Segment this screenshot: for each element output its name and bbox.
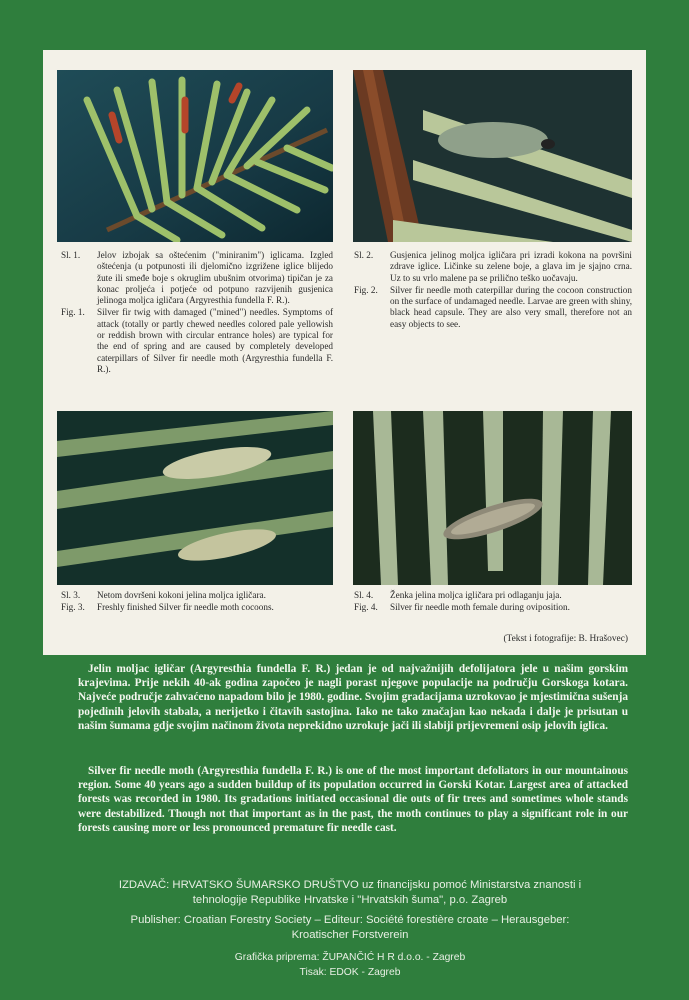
caption-3-en-label: Fig. 3.	[61, 602, 85, 613]
caption-4-en-text: Silver fir needle moth female during oviposition.	[390, 602, 570, 613]
caption-2	[354, 250, 632, 330]
caption-1-en-label: Fig. 1.	[61, 307, 85, 318]
caption-1-hr-text: Jelov izbojak sa oštećenim ("miniranim") iglicama. Izgled oštećenja (u potpunosti ili djelomično izgrižene iglice blijedo žute ili smeđe boje s okruglim ubušnim otvorima) tipičan je za konac proljeća i potjeće od potpuno razvijenih gusjenica jelinoga moljca igličara (Argyresthia fundella F. R.).	[97, 250, 333, 306]
caption-3-hr-label: Sl. 3.	[61, 590, 81, 600]
photo-panel	[43, 50, 646, 655]
caption-2-en-label: Fig. 2.	[354, 284, 378, 295]
caption-2-hr-label: Sl. 2.	[354, 250, 374, 260]
photo-cocoons	[57, 411, 333, 585]
caption-1-hr-label: Sl. 1.	[61, 250, 81, 260]
caption-3-en-text: Freshly finished Silver fir needle moth cocoons.	[97, 602, 274, 613]
caption-1	[61, 250, 333, 375]
photo-fir-twig	[57, 70, 333, 242]
photo-caterpillar	[353, 70, 632, 242]
photo-moth	[353, 411, 632, 585]
publisher-multilingual: Publisher: Croatian Forestry Society – Editeur: Société forestière croate – Herausgeber: Kroatischer Forstverein	[130, 914, 570, 941]
graphic-preparation: Grafička priprema: ŽUPANČIĆ H R d.o.o. - Zagreb	[234, 952, 466, 963]
publisher-croatian: IZDAVAČ: HRVATSKO ŠUMARSKO DRUŠTVO uz financijsku pomoć Ministarstva znanosti i tehnologije Republike Hrvatske i "Hrvatskih šuma", p.o. Zagreb	[118, 879, 582, 906]
caption-4-hr-label: Sl. 4.	[354, 590, 374, 600]
printer: Tisak: EDOK - Zagreb	[299, 967, 401, 978]
caption-3	[61, 590, 333, 614]
caption-3-hr-text: Netom dovršeni kokoni jelina moljca igličara.	[97, 590, 266, 600]
body-text-english: Silver fir needle moth (Argyresthia fundella F. R.) is one of the most important defoliators in our mountainous region. Some 40 years ago a sudden buildup of its population occurred in Gorski Kotar. Largest area of attacked forests was recorded in 1980. Its gradations initiated occasional die outs of fir trees and sometimes whole stands were destabilized. Though not that important as in the past, the moth continues to play a significant role in our forests causing more or less pronounced premature fir needle cast.	[78, 765, 628, 834]
caption-4-en-label: Fig. 4.	[354, 602, 378, 613]
caption-4-hr-text: Ženka jelina moljca igličara pri odlaganju jaja.	[390, 590, 562, 600]
caption-2-en-text: Silver fir needle moth caterpillar during the cocoon construction on the surface of undamaged needle. Larvae are green with shiny, black head capsule. They are also very small, therefore not an easy objects to see.	[390, 284, 632, 329]
caption-2-hr-text: Gusjenica jelinog moljca igličara pri izradi kokona na površini zdrave iglice. Ličinke su zelene boje, a glava im je sjajno crna. Uz to su vrlo malene pa se prilično teško uočavaju.	[390, 250, 632, 283]
body-text-croatian: Jelin moljac igličar (Argyresthia fundella F. R.) jedan je od najvažnijih defolijatora jele u našim gorskim krajevima. Prije nekih 40-ak godina započeo je nagli porast njegove populacije na području Gorskoga kotara. Najveće područje zahvaćeno napadom bilo je 1980. godine. Svojim gradacijama uzrokovao je mjestimična sušenja pojedinih jelovih stabala, a nerijetko i čitavih sastojina. Iako ne tako značajan kao nekada i dalje je prisutan u našim šumama gdje svojim načinom života neprekidno uzrokuje jači ili slabiji prijevremeni osip jelovih iglica.	[78, 663, 628, 732]
photo-credit: (Tekst i fotografije: B. Hrašovec)	[503, 634, 628, 644]
caption-1-en-text: Silver fir twig with damaged ("mined") needles. Symptoms of attack (totally or partly chewed needles colored pale yellowish or reddish brown with circular entrance holes) are typical for the end of spring and are caused by completely developed caterpillars of Silver fir needle moth (Argyresthia fundella F. R.).	[97, 307, 333, 374]
caption-4	[354, 590, 632, 614]
